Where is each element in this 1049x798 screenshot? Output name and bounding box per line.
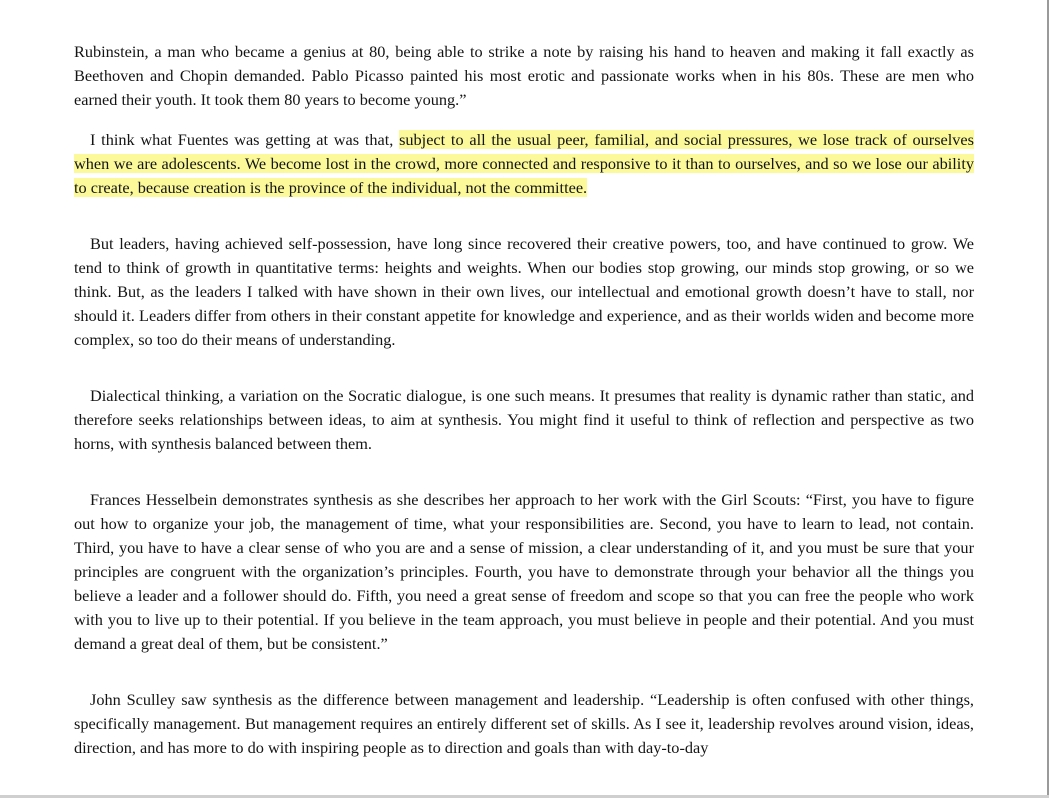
paragraph-rubinstein: Rubinstein, a man who became a genius at 80, being able to strike a note by raising his hand to heaven and making it fall exactly as Beethoven and Chopin demanded. Pablo Picasso painted his most erotic and passionate works when in his 80s. These are men who earned their youth. It took them 80 years to become young.” — [74, 42, 974, 109]
paragraph-leaders-growth: But leaders, having achieved self-possession, have long since recovered their creative powers, too, and have continued to grow. We tend to think of growth in quantitative terms: heights and weights. When our bodies stop growing, our minds stop growing, or so we think. But, as the leaders I talked with have shown in their own lives, our intellectual and emotional growth doesn’t have to stall, nor should it. Leaders differ from others in their constant appetite for knowledge and experience, and as their worlds widen and become more complex, so too do their means of understanding. — [74, 234, 974, 349]
document-body — [74, 40, 974, 760]
paragraph-fuentes — [74, 128, 974, 200]
paragraph-dialectical-thinking: Dialectical thinking, a variation on the Socratic dialogue, is one such means. It presumes that reality is dynamic rather than static, and therefore seeks relationships between ideas, to aim at synthesis. You might find it useful to think of reflection and perspective as two horns, with synthesis balanced between them. — [74, 386, 974, 453]
paragraph-fuentes-lead: I think what Fuentes was getting at was that, — [90, 130, 400, 149]
paragraph-hesselbein: Frances Hesselbein demonstrates synthesis as she describes her approach to her work with the Girl Scouts: “First, you have to figure out how to organize your job, the management of time, what your responsibilities are. Second, you have to learn to lead, not contain. Third, you have to have a clear sense of who you are and a sense of mission, a clear understanding of it, and you must be sure that your principles are congruent with the organization’s principles. Fourth, you have to demonstrate through your behavior all the things you believe a leader and a follower should do. Fifth, you need a great sense of freedom and scope so that you can free the people who work with you to live up to their potential. If you believe in the team approach, you must believe in people and their potential. And you must demand a great deal of them, but be consistent.” — [74, 490, 974, 653]
paragraph-sculley: John Sculley saw synthesis as the difference between management and leadership. “Leadership is often confused with other things, specifically management. But management requires an entirely different set of skills. As I see it, leadership revolves around vision, ideas, direction, and has more to do with inspiring people as to direction and goals than with day-to-day — [74, 690, 974, 757]
highlighted-passage[interactable]: subject to all the usual peer, familial, and social pressures, we lose track of ourselves when we are adolescents. We become lost in the crowd, more connected and responsive to it than to ourselves, and so we lose our ability to create, because creation is the province of the individual, not the committee. — [74, 130, 974, 197]
